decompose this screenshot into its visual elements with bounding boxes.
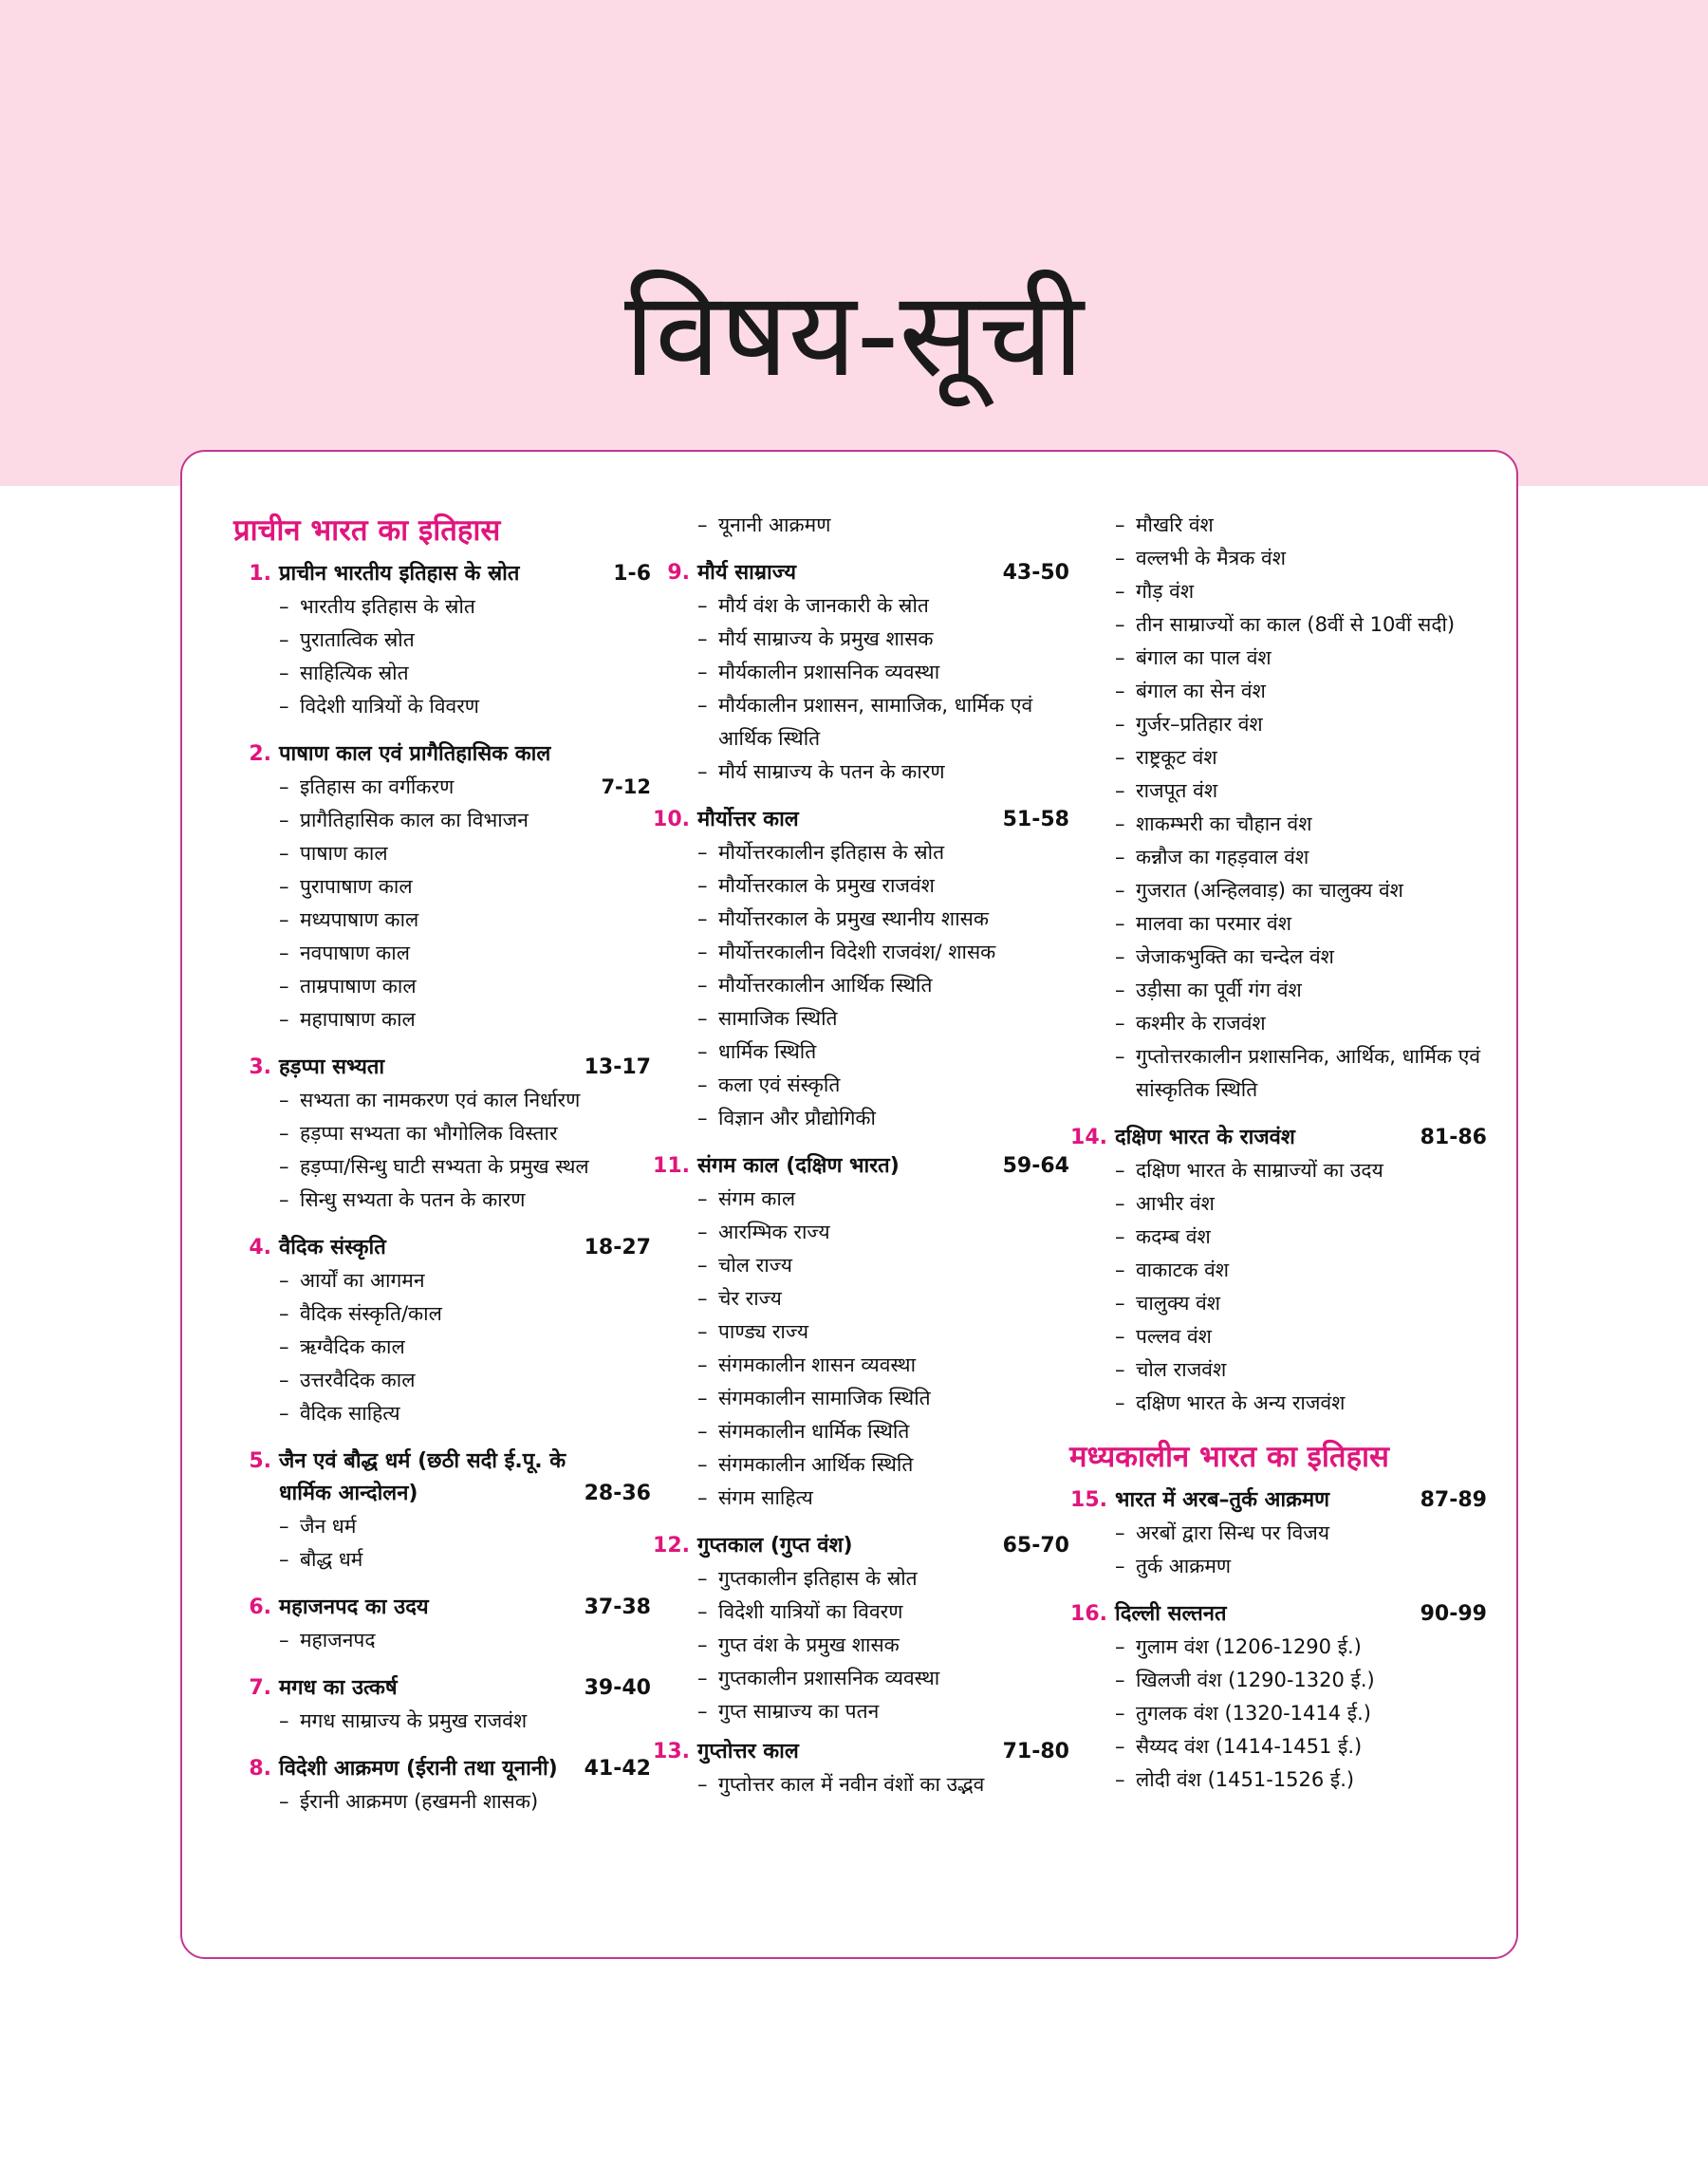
topic-item[interactable]: – गुर्जर–प्रतिहार वंश [1115,713,1263,736]
chapter-1[interactable] [233,558,651,590]
topic-item[interactable]: – गुजरात (अन्हिलवाड़) का चालुक्य वंश [1115,879,1403,902]
chapter-number: 15. [1070,1488,1107,1512]
topic-item[interactable]: – मौर्य वंश के जानकारी के स्रोत [697,594,929,617]
chapter-title: हड़प्पा सभ्यता [279,1055,385,1079]
chapter-title: गुप्तकाल (गुप्त वंश) [697,1534,853,1558]
chapter-number: 1. [249,562,271,586]
topic-item[interactable]: – मौखरि वंश [1115,513,1214,536]
topic-item[interactable]: – उत्तरवैदिक काल [279,1369,416,1391]
chapter-13[interactable] [652,1736,1069,1768]
topic-item[interactable]: – ईरानी आक्रमण (हखमनी शासक) [279,1790,539,1813]
topic-item[interactable]: – गुप्त वंश के प्रमुख शासक [697,1633,900,1656]
chapter-title: पाषाण काल एवं प्रागैतिहासिक काल [279,742,551,766]
topic-item[interactable]: – मौर्यकालीन प्रशासनिक व्यवस्था [697,661,940,683]
topic-item[interactable]: – संगमकालीन शासन व्यवस्था [697,1353,917,1376]
chapter-title: गुप्तोत्तर काल [697,1740,799,1763]
chapter-number: 16. [1070,1602,1107,1626]
chapter-pages: 59-64 [1002,1154,1069,1178]
topic-item[interactable]: – सामाजिक स्थिति [697,1007,838,1030]
topic-item[interactable]: – गुप्तोत्तर काल में नवीन वंशों का उद्भव [697,1773,985,1796]
chapter-number: 12. [653,1534,690,1558]
topic-item[interactable]: – सैय्यद वंश (1414-1451 ई.) [1115,1735,1363,1758]
topic-item[interactable]: – पाण्ड्य राज्य [697,1320,809,1343]
topic-item[interactable]: – शाकम्भरी का चौहान वंश [1115,812,1312,835]
chapter-pages: 13-17 [584,1055,651,1079]
topic-item[interactable]: – मौर्योत्तरकालीन इतिहास के स्रोत [697,841,945,864]
chapter-title: दिल्ली सल्तनत [1115,1602,1227,1626]
chapter-10[interactable] [652,804,1069,836]
topic-item[interactable]: – मौर्य साम्राज्य के पतन के कारण [697,760,945,783]
topic-item[interactable]: – संगमकालीन सामाजिक स्थिति [697,1387,931,1409]
topic-item[interactable]: – सिन्धु सभ्यता के पतन के कारण [279,1188,526,1211]
topic-item[interactable]: – जैन धर्म [279,1515,357,1538]
topic-item[interactable]: – प्रागैतिहासिक काल का विभाजन [279,809,529,831]
topic-item[interactable]: – आभीर वंश [1115,1192,1215,1215]
chapter-pages: 81-86 [1420,1126,1487,1149]
topic-item[interactable]: – चोल राजवंश [1115,1358,1227,1381]
topic-item[interactable]: – गुप्त साम्राज्य का पतन [697,1700,880,1723]
topic-item[interactable]: – तुर्क आक्रमण [1115,1555,1232,1577]
topic-item[interactable]: – गुप्तोत्तरकालीन प्रशासनिक, आर्थिक, धार्मिक एवं सांस्कृतिक स्थिति [1115,1045,1481,1101]
chapter-pages: 1-6 [613,562,651,586]
topic-item[interactable]: – यूनानी आक्रमण [697,513,831,536]
topic-item[interactable]: – मौर्योत्तरकाल के प्रमुख स्थानीय शासक [697,907,989,930]
chapter-number: 6. [249,1595,271,1619]
topic-item[interactable]: – विदेशी यात्रियों का विवरण [697,1600,903,1623]
topic-item[interactable]: – उड़ीसा का पूर्वी गंग वंश [1115,979,1302,1001]
topic-item[interactable]: – संगमकालीन धार्मिक स्थिति [697,1420,910,1443]
chapter-title: मौर्योत्तर काल [697,808,799,831]
chapter-number: 11. [653,1154,690,1178]
chapter-title: प्राचीन भारतीय इतिहास के स्रोत [279,562,520,586]
section-heading-ancient: प्राचीन भारत का इतिहास [233,513,501,548]
chapter-5[interactable] [233,1446,651,1510]
topic-item[interactable]: – वैदिक साहित्य [279,1402,400,1425]
section-heading-medieval: मध्यकालीन भारत का इतिहास [1069,1440,1390,1474]
chapter-pages: 90-99 [1420,1602,1487,1626]
topic-item[interactable]: – चालुक्य वंश [1115,1292,1221,1315]
chapter-number: 10. [653,808,690,831]
topic-item[interactable]: – पुरापाषाण काल [279,875,413,898]
chapter-8[interactable] [233,1753,651,1785]
chapter-title: दक्षिण भारत के राजवंश [1115,1126,1295,1149]
topic-item[interactable]: – पाषाण काल [279,842,388,865]
topic-item[interactable]: – वल्लभी के मैत्रक वंश [1115,547,1286,569]
topic-item[interactable]: – साहित्यिक स्रोत [279,662,409,684]
topic-item[interactable]: – ताम्रपाषाण काल [279,975,417,998]
topic-item[interactable]: – मौर्य साम्राज्य के प्रमुख शासक [697,627,934,650]
topic-item[interactable]: – पल्लव वंश [1115,1325,1212,1348]
topic-item[interactable]: – मौर्योत्तरकालीन आर्थिक स्थिति [697,974,933,997]
topic-item[interactable]: – हड़प्पा/सिन्धु घाटी सभ्यता के प्रमुख स्थल [279,1155,589,1178]
chapter-pages: 51-58 [1002,808,1069,831]
topic-item[interactable]: – हड़प्पा सभ्यता का भौगोलिक विस्तार [279,1122,558,1145]
toc-column-3 [1069,509,1487,1797]
chapter-2[interactable] [233,738,651,771]
chapter-pages: 28-36 [584,1482,651,1505]
topic-item[interactable]: – तीन साम्राज्यों का काल (8वीं से 10वीं सदी) [1115,613,1456,636]
topic-item[interactable]: – कश्मीर के राजवंश [1115,1012,1266,1035]
chapter-title: विदेशी आक्रमण (ईरानी तथा यूनानी) [279,1757,558,1781]
chapter-7[interactable] [233,1672,651,1705]
chapter-number: 14. [1070,1126,1107,1149]
chapter-pages: 43-50 [1002,561,1069,585]
chapter-9[interactable] [652,557,1069,589]
topic-item[interactable]: – मौर्योत्तरकालीन विदेशी राजवंश/ शासक [697,941,996,963]
chapter-title: मगध का उत्कर्ष [279,1676,398,1700]
chapter-11[interactable] [652,1150,1069,1183]
chapter-3[interactable] [233,1052,651,1084]
topic-item[interactable]: – चेर राज्य [697,1287,782,1310]
chapter-pages: 18-27 [584,1236,651,1259]
topic-item[interactable]: – कदम्ब वंश [1115,1225,1211,1248]
chapter-12[interactable] [652,1530,1069,1562]
chapter-title: जैन एवं बौद्ध धर्म (छठी सदी ई.पू. के धार्मिक आन्दोलन) [279,1449,566,1505]
toc-column-1 [233,509,651,1819]
topic-item[interactable]: – आर्यों का आगमन [279,1269,425,1292]
topic-item[interactable]: – कला एवं संस्कृति [697,1073,841,1096]
chapter-pages: 71-80 [1002,1740,1069,1763]
topic-item[interactable]: – मगध साम्राज्य के प्रमुख राजवंश [279,1709,528,1732]
chapter-number: 2. [249,742,271,766]
topic-item[interactable]: – आरम्भिक राज्य [697,1221,830,1243]
chapter-title: भारत में अरब–तुर्क आक्रमण [1115,1488,1330,1512]
topic-item[interactable]: – बंगाल का सेन वंश [1115,680,1266,702]
chapter-title: संगम काल (दक्षिण भारत) [697,1154,900,1178]
topic-item[interactable]: – विदेशी यात्रियों के विवरण [279,695,479,718]
chapter-6[interactable] [233,1592,651,1624]
topic-item[interactable]: – मालवा का परमार वंश [1115,912,1292,935]
chapter-14[interactable] [1069,1122,1487,1154]
topic-item[interactable]: – कन्नौज का गहड़वाल वंश [1115,846,1309,868]
topic-item[interactable]: – नवपाषाण काल [279,942,410,964]
topic-item[interactable]: – चोल राज्य [697,1254,792,1277]
topic-item[interactable]: – लोदी वंश (1451-1526 ई.) [1115,1768,1355,1791]
chapter-pages: 39-40 [584,1676,651,1700]
chapter-15[interactable] [1069,1484,1487,1517]
toc-column-2 [652,509,1069,1801]
topic-item[interactable]: – राजपूत वंश [1115,779,1218,802]
topic-item[interactable]: – संगमकालीन आर्थिक स्थिति [697,1453,914,1476]
topic-item[interactable]: – महापाषाण काल [279,1008,416,1031]
topic-item[interactable]: – बंगाल का पाल वंश [1115,646,1272,669]
topic-item[interactable]: – मध्यपाषाण काल [279,908,419,931]
chapter-number: 5. [249,1449,271,1473]
chapter-title: मौर्य साम्राज्य [697,561,797,585]
chapter-number: 4. [249,1236,271,1259]
topic-item[interactable]: – पुरातात्विक स्रोत [279,628,415,651]
topic-item[interactable]: – वाकाटक वंश [1115,1259,1230,1281]
topic-item[interactable]: – गुलाम वंश (1206-1290 ई.) [1115,1635,1362,1658]
chapter-number: 8. [249,1757,271,1781]
page-title: विषय-सूची [623,267,1085,403]
topic-item[interactable]: – तुगलक वंश (1320-1414 ई.) [1115,1702,1371,1725]
chapter-number: 7. [249,1676,271,1700]
topic-item[interactable]: – इतिहास का वर्गीकरण 7-12 [233,771,651,804]
topic-item[interactable]: – जेजाकभुक्ति का चन्देल वंश [1115,945,1334,968]
chapter-4[interactable] [233,1232,651,1264]
chapter-number: 9. [667,561,690,585]
topic-item[interactable]: – गौड़ वंश [1115,580,1195,603]
chapter-number: 13. [653,1740,690,1763]
chapter-pages: 65-70 [1002,1534,1069,1558]
topic-item[interactable]: – वैदिक संस्कृति/काल [279,1302,442,1325]
topic-item[interactable]: – संगम काल [697,1187,796,1210]
chapter-pages: 41-42 [584,1757,651,1781]
topic-item[interactable]: – गुप्तकालीन प्रशासनिक व्यवस्था [697,1667,940,1689]
topic-item[interactable]: – भारतीय इतिहास के स्रोत [279,595,475,618]
topic-item[interactable]: – दक्षिण भारत के साम्राज्यों का उदय [1115,1159,1383,1182]
topic-item[interactable]: – संगम साहित्य [697,1486,813,1509]
toc-box [180,450,1518,1959]
topic-item[interactable]: – खिलजी वंश (1290-1320 ई.) [1115,1669,1375,1691]
topic-item[interactable]: – मौर्यकालीन प्रशासन, सामाजिक, धार्मिक एवं आर्थिक स्थिति [697,694,1033,750]
header-band [0,0,1708,486]
topic-item[interactable]: – विज्ञान और प्रौद्योगिकी [697,1107,876,1129]
chapter-title: महाजनपद का उदय [279,1595,429,1619]
chapter-title: वैदिक संस्कृति [279,1236,386,1259]
topic-item[interactable]: – ऋग्वैदिक काल [279,1335,405,1358]
topic-item[interactable]: – धार्मिक स्थिति [697,1040,817,1063]
topic-item[interactable]: – अरबों द्वारा सिन्ध पर विजय [1115,1521,1330,1544]
topic-item[interactable]: – राष्ट्रकूट वंश [1115,746,1217,769]
chapter-pages: 7-12 [601,775,651,798]
topic-item[interactable]: – महाजनपद [279,1629,376,1651]
topic-item[interactable]: – गुप्तकालीन इतिहास के स्रोत [697,1567,918,1590]
topic-item[interactable]: – सभ्यता का नामकरण एवं काल निर्धारण [279,1089,581,1111]
topic-item[interactable]: – मौर्योत्तरकाल के प्रमुख राजवंश [697,874,935,897]
topic-item[interactable]: – दक्षिण भारत के अन्य राजवंश [1115,1391,1346,1414]
chapter-pages: 87-89 [1420,1488,1487,1512]
topic-item[interactable]: – बौद्ध धर्म [279,1548,363,1571]
chapter-number: 3. [249,1055,271,1079]
chapter-16[interactable] [1069,1598,1487,1631]
chapter-pages: 37-38 [584,1595,651,1619]
